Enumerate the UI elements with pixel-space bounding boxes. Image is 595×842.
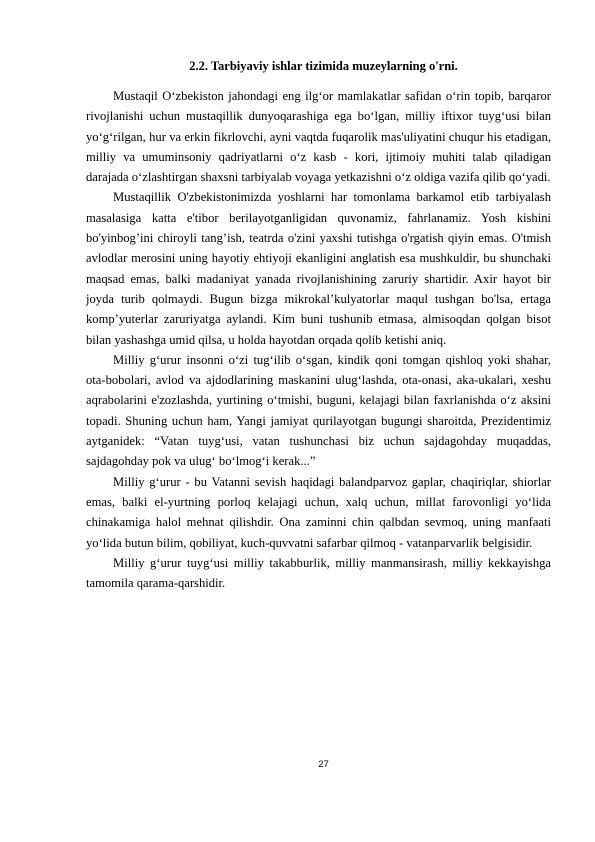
page-number: 27: [318, 759, 329, 770]
paragraph-2: Mustaqillik O'zbekistonimizda yoshlarni har tomonlama barkamol etib tarbiyalash masalasiga katta e'tibor berilayotganligidan quvonamiz, fahrlanamiz. Yosh kishini bo'yinbog’ini chiroyli tang’ish, teatrda o'zini yaxshi tutishga o'rgatish qiyin emas. O'tmish avlodlar merosini uning hayotiy ehtiyoji ekanligini anglatish esa mushkuldir, bu shunchaki maqsad emas, balki madaniyat yanada rivojlanishining zaruriy shartidir. Axir hayot bir joyda turib qolmaydi. Bugun bizga mikrokal’kulyatorlar maqul tushgan bo'lsa, ertaga komp’yuterlar zaruriyatga aylandi. Kim buni tushunib etmasa, almisoqdan qolgan bisot bilan yashashga umid qilsa, u holda hayotdan orqada qolib ketishi aniq.: [86, 190, 551, 347]
paragraph-5: Milliy g‘urur tuyg‘usi milliy takabburlik, milliy manmansirash, milliy kekkayishga tamomila qarama-qarshidir.: [86, 555, 551, 591]
paragraph-4: Milliy g‘urur - bu Vatanni sevish haqidagi balandparvoz gaplar, chaqiriqlar, shiorlar emas, balki el-yurtning porloq kelajagi uchun, xalq uchun, millat farovonligi yo‘lida chinakamiga halol mehnat qilishdir. Ona zaminni chin qalbdan sevmoq, uning manfaati yo‘lida butun bilim, qobiliyat, kuch-quvvatni safarbar qilmoq - vatanparvarlik belgisidir.: [86, 474, 551, 550]
body-text: [86, 86, 551, 593]
section-heading: 2.2. Tarbiyaviy ishlar tizimida muzeylarning o'rni.: [189, 59, 458, 73]
paragraph-3: Milliy g‘urur insonni o‘zi tug‘ilib o‘sgan, kindik qoni tomgan qishloq yoki shahar, ota-bobolari, avlod va ajdodlarining maskanini ulug‘lashda, ota-onasi, aka-ukalari, xeshu aqrabolarini e'zozlashda, yurtining o‘tmishi, buguni, kelajagi bilan faxrlanishda o‘z aksini topadi. Shuning uchun ham, Yangi jamiyat qurilayotgan bugungi sharoitda, Prezidentimiz aytganidek: “Vatan tuyg‘usi, vatan tushunchasi biz uchun sajdagohday muqaddas, sajdagohday pok va ulug‘ bo‘lmog‘i kerak...”: [86, 352, 551, 469]
paragraph-1: Mustaqil O‘zbekiston jahondagi eng ilg‘or mamlakatlar safidan o‘rin topib, barqaror rivojlanishi uchun mustaqillik dunyoqarashiga ega bo‘lgan, milliy iftixor tuyg‘usi bilan yo‘g‘rilgan, hur va erkin fikrlovchi, ayni vaqtda fuqarolik mas'uliyatini chuqur his etadigan, milliy va umuminsoniy qadriyatlarni o‘z kasb - kori, ijtimoiy muhiti talab qiladigan darajada o‘zlashtirgan shaxsni tarbiyalab voyaga yetkazishni o‘z oldiga vazifa qilib qo‘yadi.: [86, 89, 551, 185]
